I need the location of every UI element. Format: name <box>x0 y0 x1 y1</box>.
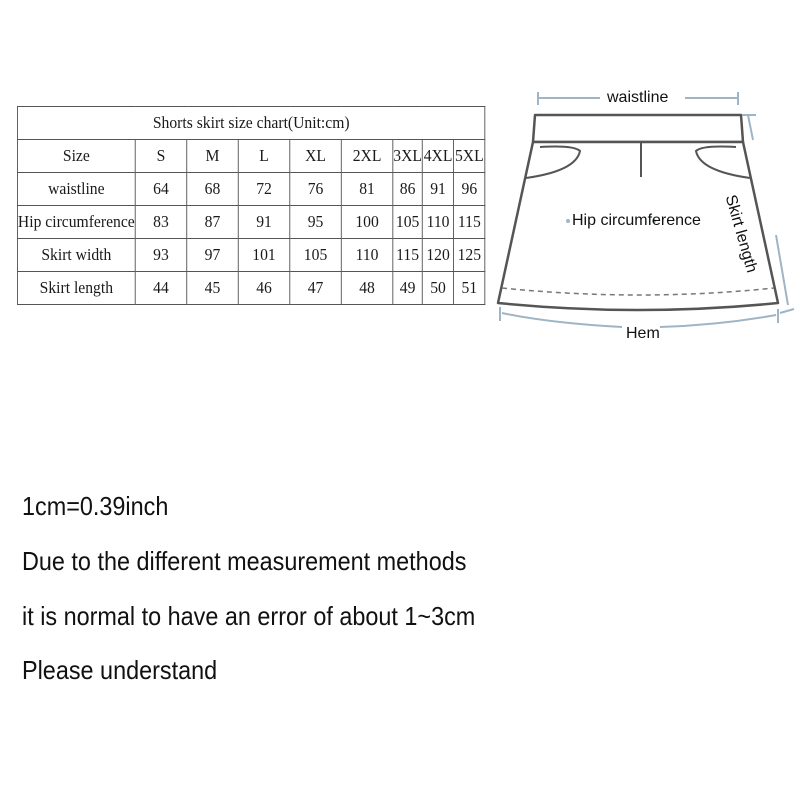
table-cell: 51 <box>454 272 485 305</box>
table-cell: 86 <box>393 173 423 206</box>
table-header-row <box>17 140 485 173</box>
table-cell: 100 <box>341 206 393 239</box>
size-chart-table <box>17 106 485 305</box>
hem-label: Hem <box>626 325 660 342</box>
table-row <box>17 173 485 206</box>
table-cell: 68 <box>187 173 239 206</box>
table-cell: 91 <box>238 206 290 239</box>
table-cell: 46 <box>238 272 290 305</box>
table-row <box>17 239 485 272</box>
table-row <box>17 272 485 305</box>
table-cell: 120 <box>422 239 453 272</box>
table-cell: 49 <box>393 272 423 305</box>
table-cell: 105 <box>393 206 423 239</box>
header-cell: 4XL <box>422 140 453 173</box>
table-cell: 44 <box>135 272 187 305</box>
table-title: Shorts skirt size chart(Unit:cm) <box>17 107 485 140</box>
table-cell: 50 <box>422 272 453 305</box>
table-cell: 83 <box>135 206 187 239</box>
table-cell: 96 <box>454 173 485 206</box>
table-cell: 91 <box>422 173 453 206</box>
header-cell: M <box>187 140 239 173</box>
header-cell: L <box>238 140 290 173</box>
table-cell: 45 <box>187 272 239 305</box>
table-cell: 48 <box>341 272 393 305</box>
hip-circumference-label: Hip circumference <box>572 212 701 229</box>
waistband <box>533 115 743 142</box>
table-cell: 81 <box>341 173 393 206</box>
measurement-note-line2: it is normal to have an error of about 1~3cm <box>22 601 476 631</box>
waistline-label: waistline <box>607 89 669 106</box>
hip-dot-left <box>566 219 570 223</box>
row-label: Hip circumference <box>17 206 135 239</box>
table-row <box>17 206 485 239</box>
unit-conversion-note: 1cm=0.39inch <box>22 491 169 521</box>
header-cell: 5XL <box>454 140 485 173</box>
table-cell: 101 <box>238 239 290 272</box>
row-label: waistline <box>17 173 135 206</box>
header-cell: 3XL <box>393 140 423 173</box>
table-cell: 64 <box>135 173 187 206</box>
table-cell: 105 <box>290 239 342 272</box>
row-label: Skirt length <box>17 272 135 305</box>
header-cell: S <box>135 140 187 173</box>
table-cell: 76 <box>290 173 342 206</box>
table-cell: 125 <box>454 239 485 272</box>
measurement-note-line1: Due to the different measurement methods <box>22 546 467 576</box>
table-cell: 95 <box>290 206 342 239</box>
table-cell: 93 <box>135 239 187 272</box>
measurement-note-line3: Please understand <box>22 655 218 685</box>
header-cell: Size <box>17 140 135 173</box>
table-cell: 87 <box>187 206 239 239</box>
table-cell: 72 <box>238 173 290 206</box>
header-cell: 2XL <box>341 140 393 173</box>
skirt-length-label: Skirt length <box>721 193 761 275</box>
header-cell: XL <box>290 140 342 173</box>
table-cell: 115 <box>393 239 423 272</box>
skirt-diagram <box>490 85 800 345</box>
row-label: Skirt width <box>17 239 135 272</box>
table-cell: 97 <box>187 239 239 272</box>
table-cell: 110 <box>422 206 453 239</box>
table-cell: 110 <box>341 239 393 272</box>
table-cell: 47 <box>290 272 342 305</box>
table-cell: 115 <box>454 206 485 239</box>
